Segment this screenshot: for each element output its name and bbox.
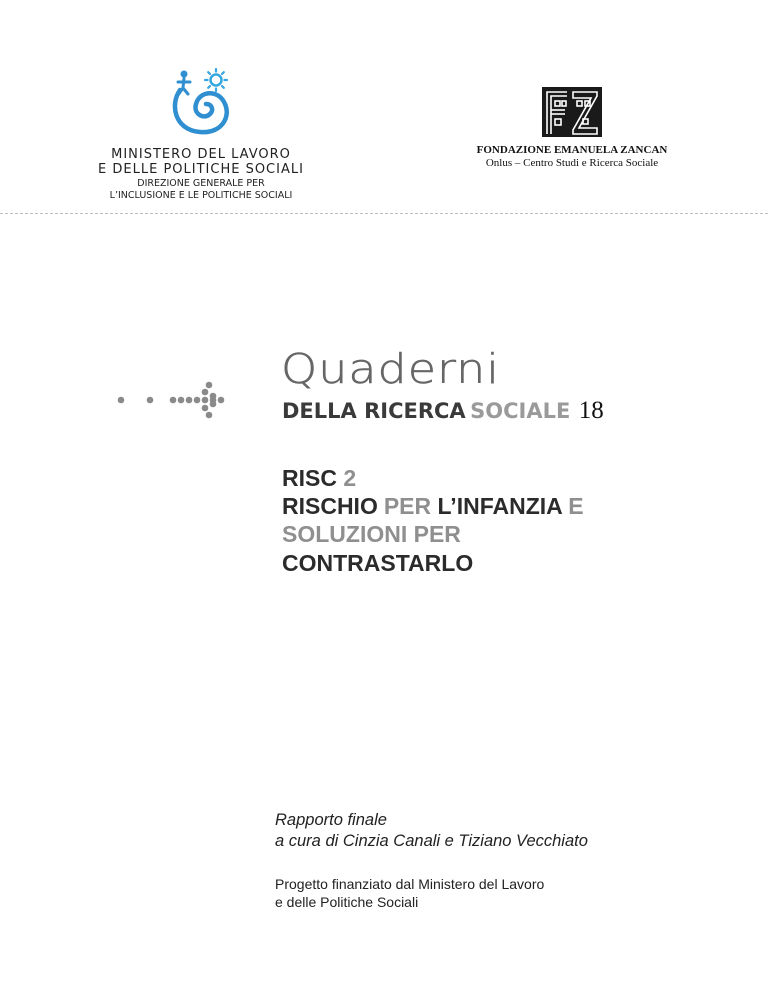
series-subtitle	[282, 397, 604, 425]
foundation-name: FONDAZIONE EMANUELA ZANCAN	[476, 144, 668, 156]
series-della-ricerca: DELLA RICERCA	[282, 399, 466, 423]
zancan-logo-icon	[541, 86, 603, 138]
dotted-arrow-icon	[112, 380, 230, 420]
title-e: E	[568, 493, 584, 519]
title-infanzia: L’INFANZIA	[437, 493, 562, 519]
ministry-name-line1: MINISTERO DEL LAVORO	[111, 147, 291, 162]
title-rischio: RISCHIO	[282, 493, 378, 519]
report-type: Rapporto finale	[275, 811, 387, 829]
ministry-logo-icon	[166, 68, 236, 140]
series-number: 18	[578, 397, 604, 424]
title-risc-number: 2	[343, 465, 357, 491]
ministry-department-line1: DIREZIONE GENERALE PER	[137, 178, 265, 189]
report-editors: a cura di Cinzia Canali e Tiziano Vecchiato	[275, 832, 588, 850]
foundation-subtitle: Onlus – Centro Studi e Ricerca Sociale	[485, 157, 659, 169]
ministry-department-line2: L’INCLUSIONE E LE POLITICHE SOCIALI	[109, 190, 293, 201]
title-risc: RISC	[282, 465, 337, 491]
title-per: PER	[383, 493, 432, 519]
series-title-handwritten: Quaderni	[281, 344, 501, 393]
series-sociale: SOCIALE	[470, 399, 571, 423]
title-contrastarlo: CONTRASTARLO	[282, 550, 474, 576]
funding-note-line2: e delle Politiche Sociali	[275, 894, 419, 910]
title-soluzioni-per: SOLUZIONI PER	[282, 521, 461, 547]
header-divider	[0, 213, 768, 214]
ministry-name-line2: E DELLE POLITICHE SOCIALI	[98, 162, 304, 177]
title-line1	[282, 464, 356, 492]
funding-note-line1: Progetto finanziato dal Ministero del Lavoro	[275, 876, 545, 892]
title-line2	[282, 492, 584, 520]
